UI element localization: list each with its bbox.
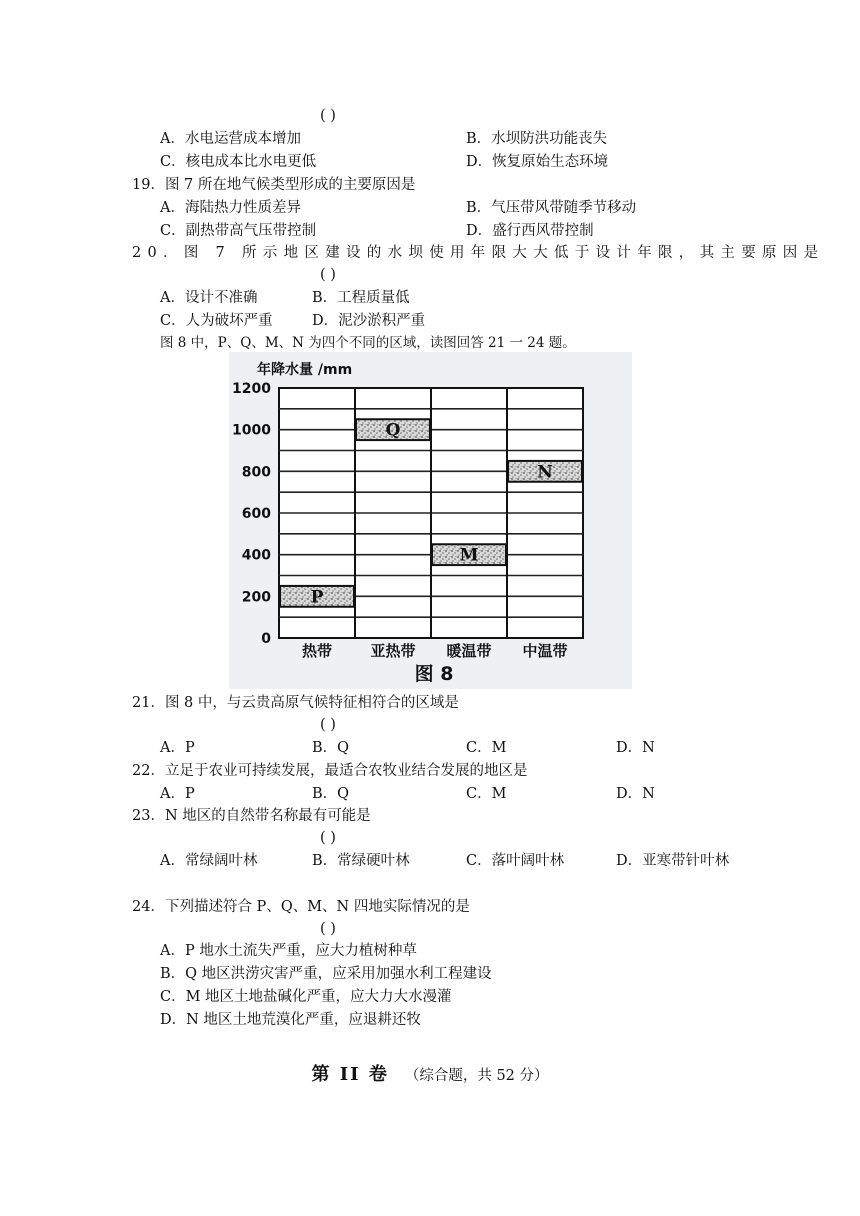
x-tick-label: 亚热带 [370,642,416,660]
range-label-m: M [459,545,479,566]
y-tick-label: 1200 [232,381,271,397]
q20-option-d: D．泥沙淤积严重 [312,313,426,329]
answer-blank-23: ( ) [320,830,336,846]
x-tick-label: 热带 [301,642,333,660]
range-label-p: P [310,587,324,608]
q18-option-a: A．水电运营成本增加 [160,131,301,147]
q23-option-d: D．亚寒带针叶林 [616,853,730,869]
q21-option-d: D．N [616,740,655,756]
y-tick-label: 1000 [232,422,271,439]
x-tick-label: 中温带 [522,642,568,660]
q20-stem: 20．图 7 所示地区建设的水坝使用年限大大低于设计年限，其主要原因是 [132,245,825,261]
q19-stem: 19．图 7 所在地气候类型形成的主要原因是 [132,177,416,193]
q20-option-b: B．工程质量低 [312,290,410,306]
x-axis-ticks [302,642,568,660]
q21-option-a: A．P [160,740,195,756]
q18-option-b: B．水坝防洪功能丧失 [466,131,608,147]
q24-option-b: B．Q 地区洪涝灾害严重，应采用加强水利工程建设 [160,966,492,982]
y-axis-ticks [232,381,271,647]
q19-option-c: C．副热带高气压带控制 [160,223,317,239]
q23-option-b: B．常绿硬叶林 [312,853,410,869]
q22-option-c: C．M [466,786,507,802]
section-heading [0,1063,860,1088]
q23-stem: 23．N 地区的自然带名称最有可能是 [132,808,371,824]
q20-option-c: C．人为破坏严重 [160,313,273,329]
q24-stem: 24．下列描述符合 P、Q、M、N 四地实际情况的是 [132,899,470,915]
q21-stem: 21．图 8 中，与云贵高原气候特征相符合的区域是 [132,695,459,711]
q19-option-a: A．海陆热力性质差异 [160,200,301,216]
answer-blank-24: ( ) [320,921,336,937]
q21-option-c: C．M [466,740,507,756]
answer-blank-18: ( ) [320,108,336,124]
answer-blank-20: ( ) [320,267,336,283]
section-title: 第 II 卷 [311,1064,389,1085]
q19-option-b: B．气压带风带随季节移动 [466,200,637,216]
y-tick-label: 400 [241,547,271,564]
y-tick-label: 0 [261,631,271,647]
q18-option-c: C．核电成本比水电更低 [160,154,317,170]
q23-option-a: A．常绿阔叶林 [160,853,258,869]
y-tick-label: 200 [241,589,271,606]
q22-option-a: A．P [160,786,195,802]
y-axis-label: 年降水量 /mm [257,362,353,378]
q24-option-d: D．N 地区土地荒漠化严重，应退耕还牧 [160,1012,421,1028]
y-tick-label: 600 [241,506,271,522]
figure-8-intro: 图 8 中，P、Q、M、N 为四个不同的区域，读图回答 21 一 24 题。 [160,335,576,351]
x-tick-label: 暖温带 [446,642,492,660]
q18-option-d: D．恢复原始生态环境 [466,154,609,170]
answer-blank-21: ( ) [320,717,336,733]
q19-option-d: D．盛行西风带控制 [466,223,594,239]
q24-option-a: A．P 地水土流失严重，应大力植树种草 [160,943,417,959]
q23-option-c: C．落叶阔叶林 [466,853,565,869]
y-tick-label: 800 [241,464,271,481]
q22-stem: 22．立足于农业可持续发展，最适合农牧业结合发展的地区是 [132,763,528,779]
q20-option-a: A．设计不准确 [160,290,258,306]
range-label-q: Q [385,420,401,441]
range-label-n: N [537,462,553,483]
q21-option-b: B．Q [312,740,350,756]
precipitation-chart [229,352,632,689]
section-subtitle: （综合题，共 52 分） [404,1068,549,1084]
chart-title: 图 8 [414,663,454,685]
q24-option-c: C．M 地区土地盐碱化严重，应大力大水漫灌 [160,989,452,1005]
figure-8 [229,352,632,689]
q22-option-d: D．N [616,786,655,802]
q22-option-b: B．Q [312,786,350,802]
